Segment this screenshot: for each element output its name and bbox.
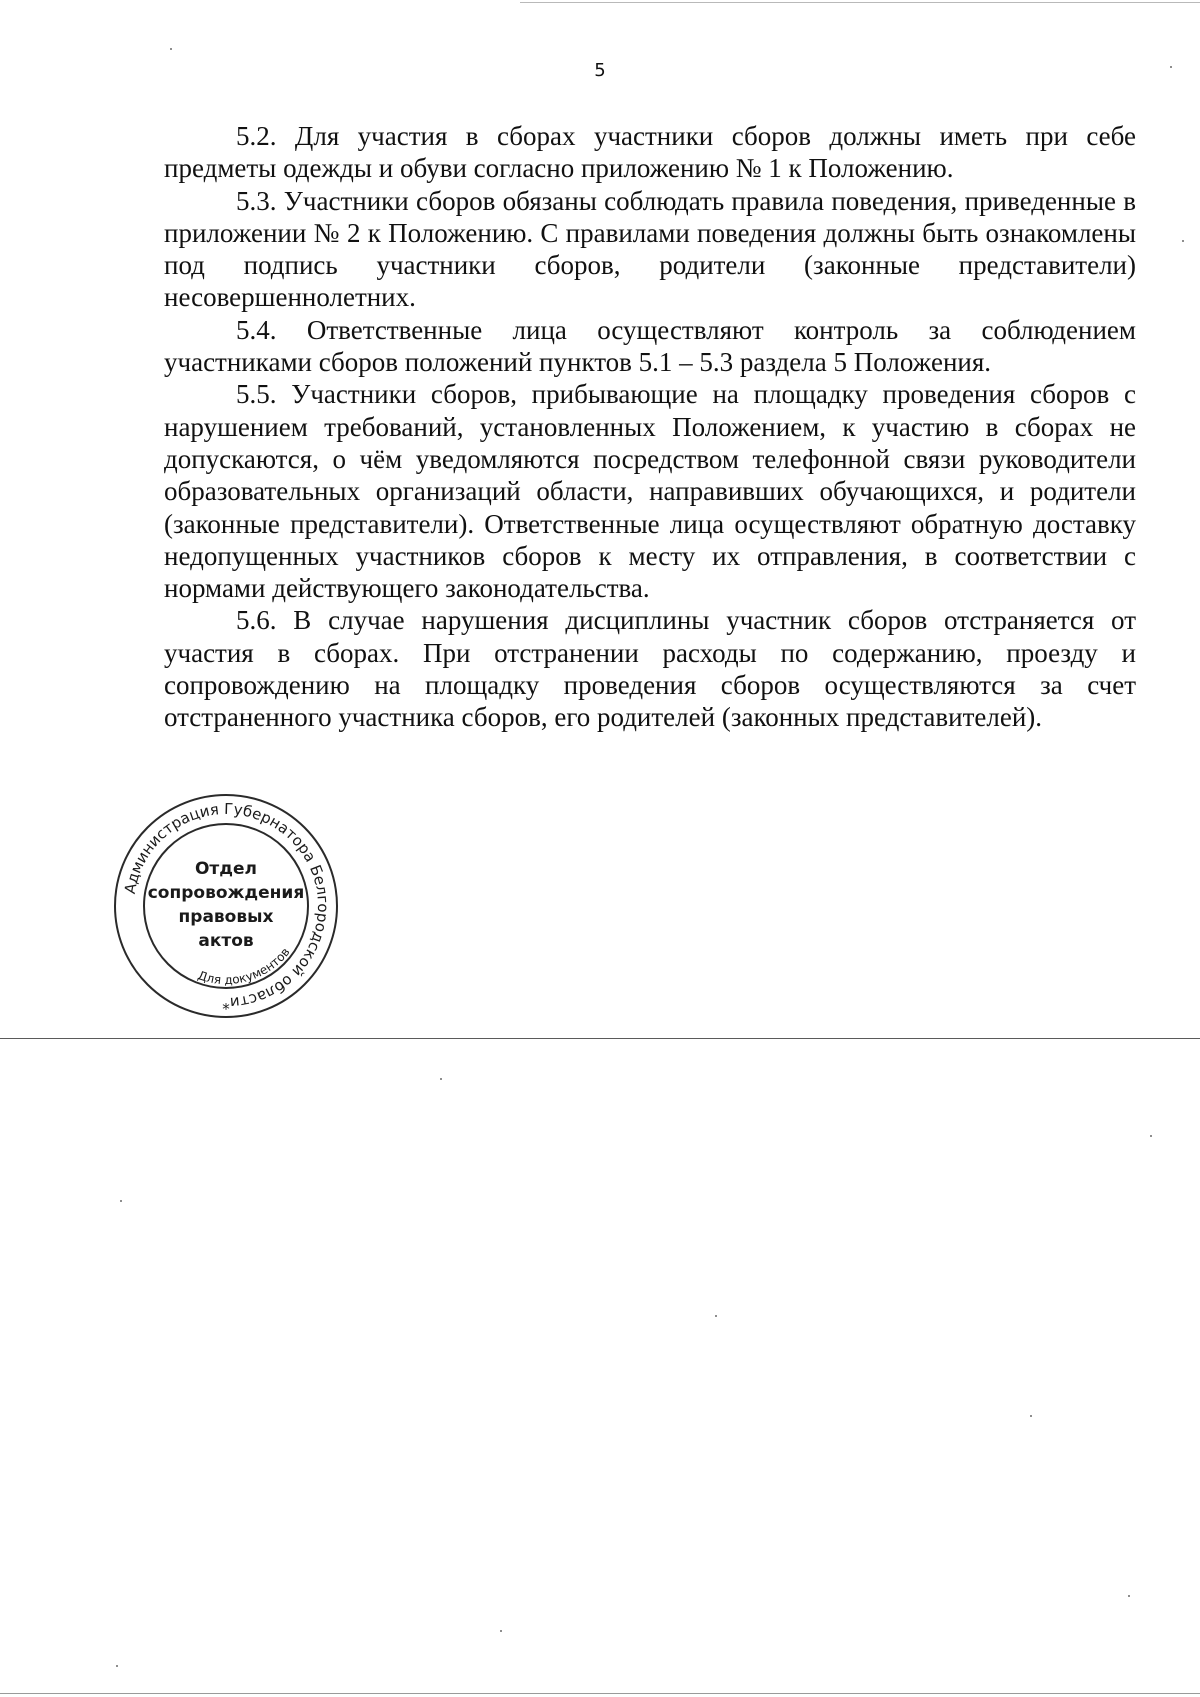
stamp-line-2: сопровождения [147,883,305,903]
scan-speck [715,1315,717,1317]
stamp-line-4: актов [198,931,254,951]
stamp-line-1: Отдел [194,859,258,879]
scan-speck [1182,240,1184,242]
scan-speck [1030,1415,1032,1417]
bottom-edge-line [0,1693,1200,1694]
scan-speck [170,48,172,50]
top-edge-line [520,2,1200,3]
scan-speck [120,1200,122,1202]
stamp-inner-ring-text: Для документов [196,944,293,988]
scan-speck [1150,1135,1152,1137]
paragraph-5-3: 5.3. Участники сборов обязаны соблюдать правила поведения, приведенные в приложении № 2 к Положению. С правилами поведения должны быть ознакомлены под подпись участники сборов, родители (законные представители) несовершеннолетних. [164,185,1136,313]
scan-speck [1128,1595,1130,1597]
stamp-line-3: правовых [178,907,274,927]
stamp-star: * [222,1000,230,1018]
paragraph-5-4: 5.4. Ответственные лица осуществляют контроль за соблюдением участниками сборов положений пунктов 5.1 – 5.3 раздела 5 Положения. [164,314,1136,378]
paragraph-5-6: 5.6. В случае нарушения дисциплины участник сборов отстраняется от участия в сборах. При отстранении расходы по содержанию, проезду и сопровождению на площадку проведения сборов осуществляются за счет отстраненного участника сборов, его родителей (законных представителей). [164,605,1136,733]
scan-speck [440,1078,442,1080]
stamp-graphic [112,792,340,1020]
document-body [164,120,1136,734]
page-number: 5 [594,60,606,81]
scan-speck [116,1665,118,1667]
scan-speck [500,1630,502,1632]
stamp-ring-text: Администрация Губернатора Белгородской области [120,799,333,1013]
scan-speck [1170,66,1172,68]
official-stamp [112,792,340,1020]
paragraph-5-5: 5.5. Участники сборов, прибывающие на площадку проведения сборов с нарушением требований, установленных Положением, к участию в сборах не допускаются, о чём уведомляются посредством телефонной связи руководители образовательных организаций области, направивших обучающихся, и родители (законные представители). Ответственные лица осуществляют обратную доставку недопущенных участников сборов к месту их отправления, в соответствии с нормами действующего законодательства. [164,379,1136,604]
scan-fold-line [0,1038,1200,1039]
paragraph-5-2: 5.2. Для участия в сборах участники сборов должны иметь при себе предметы одежды и обуви согласно приложению № 1 к Положению. [164,121,1136,184]
